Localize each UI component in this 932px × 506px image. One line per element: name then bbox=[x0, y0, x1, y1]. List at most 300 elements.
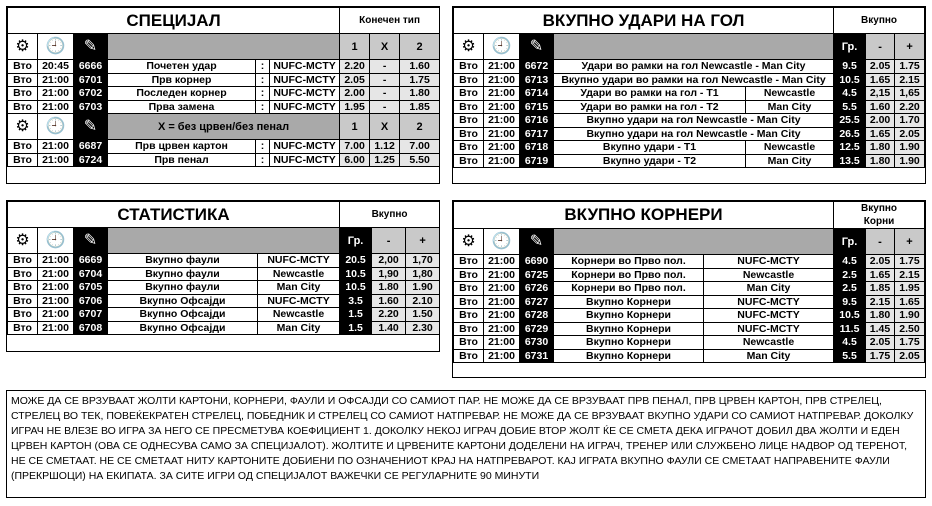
time-cell: 21:00 bbox=[38, 267, 74, 281]
line-cell: 2.5 bbox=[834, 268, 866, 282]
time-cell: 21:00 bbox=[484, 73, 520, 87]
time-cell: 21:00 bbox=[38, 73, 74, 87]
corners-table bbox=[453, 201, 925, 363]
separator-cell: : bbox=[256, 153, 270, 167]
line-cell: 4.5 bbox=[834, 336, 866, 350]
market-name-cell: Вкупно Офсајди bbox=[108, 294, 258, 308]
code-cell: 6727 bbox=[520, 295, 554, 309]
col-under: - bbox=[866, 229, 895, 255]
odd-under[interactable]: 2,15 bbox=[866, 87, 895, 101]
market-name-cell: Вкупно Корнери bbox=[554, 309, 704, 323]
time-cell: 21:00 bbox=[484, 268, 520, 282]
day-cell: Вто bbox=[8, 153, 38, 167]
odd-o2[interactable]: 5.50 bbox=[400, 153, 440, 167]
odd-o2[interactable]: 1.75 bbox=[400, 73, 440, 87]
code-cell: 6730 bbox=[520, 336, 554, 350]
odd-under[interactable]: 2,00 bbox=[372, 254, 406, 268]
odd-over[interactable]: 1.75 bbox=[895, 336, 925, 350]
odd-under[interactable]: 2.15 bbox=[866, 295, 895, 309]
code-cell: 6726 bbox=[520, 282, 554, 296]
col-over: + bbox=[895, 34, 925, 60]
table-row bbox=[8, 73, 440, 87]
market-name-cell: Вкупно удари во рамки на гол Newcastle - Man City bbox=[554, 73, 834, 87]
code-cell: 6666 bbox=[74, 60, 108, 74]
shots-header-bar bbox=[554, 34, 834, 60]
no-writing-icon: ✎ bbox=[520, 229, 554, 255]
odd-ox[interactable]: 1.12 bbox=[370, 140, 400, 154]
time-cell: 21:00 bbox=[38, 281, 74, 295]
special-sub-caption: X = без црвен/без пенал bbox=[108, 114, 340, 140]
day-cell: Вто bbox=[8, 321, 38, 335]
col-under: - bbox=[372, 228, 406, 254]
time-cell: 21:00 bbox=[484, 100, 520, 114]
odd-o1[interactable]: 6.00 bbox=[340, 153, 370, 167]
team-cell: Newcastle bbox=[746, 141, 834, 155]
time-cell: 21:00 bbox=[38, 294, 74, 308]
market-name-cell: Корнери во Прво пол. bbox=[554, 282, 704, 296]
day-cell: Вто bbox=[454, 60, 484, 74]
gear-icon: ⚙ bbox=[454, 229, 484, 255]
odd-under[interactable]: 1.65 bbox=[866, 73, 895, 87]
odd-under[interactable]: 1.40 bbox=[372, 321, 406, 335]
gear-icon: ⚙ bbox=[454, 34, 484, 60]
odd-o2[interactable]: 1.60 bbox=[400, 60, 440, 74]
team-cell: Newcastle bbox=[258, 267, 340, 281]
table-row bbox=[454, 60, 925, 74]
odd-over[interactable]: 2.05 bbox=[895, 349, 925, 363]
team-cell: NUFC-MCTY bbox=[704, 255, 834, 269]
time-cell: 21:00 bbox=[484, 295, 520, 309]
team-cell: Newcastle bbox=[704, 336, 834, 350]
code-cell: 6701 bbox=[74, 73, 108, 87]
time-cell: 21:00 bbox=[484, 309, 520, 323]
team-cell: Man City bbox=[704, 349, 834, 363]
team-cell: Man City bbox=[746, 100, 834, 114]
code-cell: 6725 bbox=[520, 268, 554, 282]
time-cell: 21:00 bbox=[484, 87, 520, 101]
odd-o1[interactable]: 7.00 bbox=[340, 140, 370, 154]
line-cell: 13.5 bbox=[834, 154, 866, 168]
clock-icon: 🕘 bbox=[484, 34, 520, 60]
odd-under[interactable]: 2.05 bbox=[866, 60, 895, 74]
market-name-cell: Вкупно фаули bbox=[108, 281, 258, 295]
market-name-cell: Вкупно Корнери bbox=[554, 336, 704, 350]
day-cell: Вто bbox=[454, 349, 484, 363]
market-name-cell: Вкупно Корнери bbox=[554, 349, 704, 363]
day-cell: Вто bbox=[8, 308, 38, 322]
odd-over[interactable]: 1.90 bbox=[895, 309, 925, 323]
line-cell: 9.5 bbox=[834, 60, 866, 74]
day-cell: Вто bbox=[454, 127, 484, 141]
code-cell: 6702 bbox=[74, 87, 108, 101]
team-cell: NUFC-MCTY bbox=[270, 73, 340, 87]
line-cell: 20.5 bbox=[340, 254, 372, 268]
day-cell: Вто bbox=[454, 73, 484, 87]
odd-under[interactable]: 1,90 bbox=[372, 267, 406, 281]
odd-under[interactable]: 2.05 bbox=[866, 336, 895, 350]
odd-under[interactable]: 1.80 bbox=[866, 154, 895, 168]
odd-under[interactable]: 1.80 bbox=[866, 141, 895, 155]
table-row bbox=[8, 140, 440, 154]
corners-header bbox=[834, 202, 925, 229]
col-1: 1 bbox=[340, 34, 370, 60]
table-row bbox=[8, 100, 440, 114]
time-cell: 21:00 bbox=[484, 154, 520, 168]
col-line: Гр. bbox=[834, 229, 866, 255]
table-row bbox=[8, 153, 440, 167]
code-cell: 6705 bbox=[74, 281, 108, 295]
table-row bbox=[454, 114, 925, 128]
time-cell: 21:00 bbox=[38, 308, 74, 322]
odd-over[interactable]: 1.75 bbox=[895, 255, 925, 269]
market-name-cell: Прв црвен картон bbox=[108, 140, 256, 154]
line-cell: 12.5 bbox=[834, 141, 866, 155]
team-cell: NUFC-MCTY bbox=[704, 309, 834, 323]
separator-cell: : bbox=[256, 60, 270, 74]
team-cell: NUFC-MCTY bbox=[258, 294, 340, 308]
odd-over[interactable]: 1.90 bbox=[895, 141, 925, 155]
code-cell: 6672 bbox=[520, 60, 554, 74]
odd-under[interactable]: 1.75 bbox=[866, 349, 895, 363]
code-cell: 6704 bbox=[74, 267, 108, 281]
gear-icon: ⚙ bbox=[8, 34, 38, 60]
market-name-cell: Удари во рамки на гол - Т1 bbox=[554, 87, 746, 101]
line-cell: 11.5 bbox=[834, 322, 866, 336]
table-row bbox=[454, 73, 925, 87]
table-row bbox=[454, 309, 925, 323]
team-cell: NUFC-MCTY bbox=[258, 254, 340, 268]
col-2: 2 bbox=[400, 34, 440, 60]
odd-under[interactable]: 1.85 bbox=[866, 282, 895, 296]
separator-cell: : bbox=[256, 100, 270, 114]
table-row bbox=[454, 141, 925, 155]
special-header-bar bbox=[108, 34, 340, 60]
team-cell: Newcastle bbox=[258, 308, 340, 322]
shots-panel bbox=[452, 6, 926, 184]
time-cell: 21:00 bbox=[484, 127, 520, 141]
day-cell: Вто bbox=[454, 268, 484, 282]
time-cell: 21:00 bbox=[38, 140, 74, 154]
odd-o2[interactable]: 7.00 bbox=[400, 140, 440, 154]
market-name-cell: Корнери во Прво пол. bbox=[554, 255, 704, 269]
code-cell: 6708 bbox=[74, 321, 108, 335]
time-cell: 21:00 bbox=[484, 255, 520, 269]
time-cell: 21:00 bbox=[484, 322, 520, 336]
line-cell: 3.5 bbox=[340, 294, 372, 308]
rules-notes: МОЖЕ ДА СЕ ВРЗУВААТ ЖОЛТИ КАРТОНИ, КОРНЕРИ, ФАУЛИ И ОФСАЈДИ СО САМИОТ ПАР. НЕ МОЖЕ ДА СЕ ВРЗУВААТ ПРВ ПЕНАЛ, ПРВ ЦРВЕН КАРТОН, ПРВ СТРЕЛЕЦ, СТРЕЛЕЦ ВО ТЕК, ПОВЕЌЕКРАТЕН СТРЕЛЕЦ, ПОБЕДНИК И СТРЕЛЕЦ СО САМИОТ НАТПРЕВАР. НЕ МОЖЕ ДА СЕ ВРЗУВААТ ВКУПНО УДАРИ СО САМИОТ НАТПРЕВАР. ДОКОЛКУ ИГРАЧ НЕ ВЛЕЗЕ ВО ИГРА ЗА НЕГО СЕ ПРЕСМЕТУВА КОЕФИЦИЕНТ 1. ДОКОЛКУ НЕКОЈ ИГРАЧ ДОБИЕ ВТОР ЖОЛТ ЌЕ СЕ СМЕТА ДЕКА ИГРАЧОТ ДОБИЛ ДВА ЖОЛТИ И ЕДЕН ЦРВЕН КАРТОН (ОВА СЕ ОДНЕСУВА САМО ЗА СПЕЦИЈАЛОТ). ЖОЛТИТЕ И ЦРВЕНИТЕ КАРТОНИ ДОДЕЛЕНИ НА ИГРАЧ, ТРЕНЕР ИЛИ СЛУЖБЕНО ЛИЦЕ НАДВОР ОД ТЕРЕНОТ, НЕ СЕ СМЕТААТ. НЕ СЕ СМЕТААТ НИТУ КАРТОНИТЕ ДОБИЕНИ ПО ОЗНАЧЕНИОТ КРАЈ НА НАТПРЕВАРОТ. КАЈ ИГРАТА ВКУПНО ФАУЛИ СЕ СМЕТААТ НАПРАВЕНИТЕ ФАУЛИ (ПРЕКРШОЦИ) НА ЕКИПАТА. ЗА СИТЕ ИГРИ ОД СПЕЦИЈАЛОТ ВАЖЕЧКИ СЕ РЕГУЛАРНИТЕ 90 МИНУТИ bbox=[6, 390, 926, 498]
odd-over[interactable]: 2.30 bbox=[406, 321, 440, 335]
col-line: Гр. bbox=[340, 228, 372, 254]
code-cell: 6728 bbox=[520, 309, 554, 323]
special-title: СПЕЦИЈАЛ bbox=[8, 8, 340, 34]
odd-ox[interactable]: - bbox=[370, 100, 400, 114]
stats-title: СТАТИСТИКА bbox=[8, 202, 340, 228]
day-cell: Вто bbox=[454, 141, 484, 155]
table-row bbox=[8, 281, 440, 295]
sub-col-x: X bbox=[370, 114, 400, 140]
odd-over[interactable]: 1,65 bbox=[895, 87, 925, 101]
special-header: Конечен тип bbox=[340, 8, 440, 34]
table-row bbox=[8, 254, 440, 268]
day-cell: Вто bbox=[454, 100, 484, 114]
odd-under[interactable]: 1.80 bbox=[372, 281, 406, 295]
clock-icon: 🕘 bbox=[484, 229, 520, 255]
separator-cell: : bbox=[256, 73, 270, 87]
odd-over[interactable]: 2.50 bbox=[895, 322, 925, 336]
day-cell: Вто bbox=[454, 309, 484, 323]
special-panel bbox=[6, 6, 440, 184]
odd-o1[interactable]: 2.05 bbox=[340, 73, 370, 87]
odd-over[interactable]: 1.65 bbox=[895, 295, 925, 309]
time-cell: 21:00 bbox=[484, 114, 520, 128]
odd-over[interactable]: 2.15 bbox=[895, 268, 925, 282]
day-cell: Вто bbox=[8, 294, 38, 308]
code-cell: 6707 bbox=[74, 308, 108, 322]
day-cell: Вто bbox=[8, 100, 38, 114]
separator-cell: : bbox=[256, 140, 270, 154]
clock-icon: 🕘 bbox=[38, 34, 74, 60]
day-cell: Вто bbox=[8, 254, 38, 268]
line-cell: 4.5 bbox=[834, 255, 866, 269]
corners-header-line1: Вкупно bbox=[861, 203, 898, 214]
odd-over[interactable]: 1,80 bbox=[406, 267, 440, 281]
code-cell: 6713 bbox=[520, 73, 554, 87]
line-cell: 25.5 bbox=[834, 114, 866, 128]
odd-o2[interactable]: 1.85 bbox=[400, 100, 440, 114]
code-cell: 6716 bbox=[520, 114, 554, 128]
market-name-cell: Последен корнер bbox=[108, 87, 256, 101]
day-cell: Вто bbox=[8, 60, 38, 74]
odd-o1[interactable]: 1.95 bbox=[340, 100, 370, 114]
odd-ox[interactable]: - bbox=[370, 87, 400, 101]
market-name-cell: Удари во рамки на гол Newcastle - Man City bbox=[554, 60, 834, 74]
market-name-cell: Вкупно фаули bbox=[108, 254, 258, 268]
market-name-cell: Прв пенал bbox=[108, 153, 256, 167]
code-cell: 6714 bbox=[520, 87, 554, 101]
table-row bbox=[454, 322, 925, 336]
odd-under[interactable]: 2.00 bbox=[866, 114, 895, 128]
odd-over[interactable]: 1.70 bbox=[895, 114, 925, 128]
stats-panel bbox=[6, 200, 440, 352]
odd-over[interactable]: 1.90 bbox=[406, 281, 440, 295]
market-name-cell: Вкупно удари на гол Newcastle - Man City bbox=[554, 127, 834, 141]
col-under: - bbox=[866, 34, 895, 60]
odd-over[interactable]: 2.20 bbox=[895, 100, 925, 114]
market-name-cell: Почетен удар bbox=[108, 60, 256, 74]
market-name-cell: Прв корнер bbox=[108, 73, 256, 87]
code-cell: 6715 bbox=[520, 100, 554, 114]
code-cell: 6724 bbox=[74, 153, 108, 167]
market-name-cell: Вкупно Корнери bbox=[554, 322, 704, 336]
code-cell: 6731 bbox=[520, 349, 554, 363]
code-cell: 6703 bbox=[74, 100, 108, 114]
time-cell: 21:00 bbox=[484, 349, 520, 363]
day-cell: Вто bbox=[8, 140, 38, 154]
time-cell: 21:00 bbox=[38, 100, 74, 114]
day-cell: Вто bbox=[454, 154, 484, 168]
table-row bbox=[8, 308, 440, 322]
code-cell: 6719 bbox=[520, 154, 554, 168]
code-cell: 6729 bbox=[520, 322, 554, 336]
day-cell: Вто bbox=[454, 114, 484, 128]
line-cell: 2.5 bbox=[834, 282, 866, 296]
line-cell: 10.5 bbox=[834, 73, 866, 87]
market-name-cell: Удари во рамки на гол - Т2 bbox=[554, 100, 746, 114]
line-cell: 10.5 bbox=[340, 267, 372, 281]
table-row bbox=[8, 60, 440, 74]
clock-icon: 🕘 bbox=[38, 228, 74, 254]
odd-over[interactable]: 1.75 bbox=[895, 60, 925, 74]
sub-col-2: 2 bbox=[400, 114, 440, 140]
corners-panel bbox=[452, 200, 926, 378]
line-cell: 5.5 bbox=[834, 349, 866, 363]
odd-over[interactable]: 1.90 bbox=[895, 154, 925, 168]
table-row bbox=[454, 268, 925, 282]
team-cell: Man City bbox=[258, 281, 340, 295]
code-cell: 6717 bbox=[520, 127, 554, 141]
gear-icon: ⚙ bbox=[8, 228, 38, 254]
odd-over[interactable]: 2.15 bbox=[895, 73, 925, 87]
day-cell: Вто bbox=[454, 282, 484, 296]
day-cell: Вто bbox=[454, 87, 484, 101]
odd-o1[interactable]: 2.00 bbox=[340, 87, 370, 101]
market-name-cell: Вкупно удари - Т2 bbox=[554, 154, 746, 168]
team-cell: Man City bbox=[258, 321, 340, 335]
code-cell: 6718 bbox=[520, 141, 554, 155]
odd-under[interactable]: 1.65 bbox=[866, 268, 895, 282]
market-name-cell: Корнери во Прво пол. bbox=[554, 268, 704, 282]
stats-header: Вкупно bbox=[340, 202, 440, 228]
line-cell: 4.5 bbox=[834, 87, 866, 101]
table-row bbox=[454, 349, 925, 363]
no-writing-icon: ✎ bbox=[74, 228, 108, 254]
gear-icon: ⚙ bbox=[8, 114, 38, 140]
table-row bbox=[454, 255, 925, 269]
code-cell: 6669 bbox=[74, 254, 108, 268]
line-cell: 9.5 bbox=[834, 295, 866, 309]
odd-ox[interactable]: - bbox=[370, 60, 400, 74]
market-name-cell: Вкупно удари на гол Newcastle - Man City bbox=[554, 114, 834, 128]
table-row bbox=[454, 295, 925, 309]
odd-over[interactable]: 1.50 bbox=[406, 308, 440, 322]
team-cell: Man City bbox=[746, 154, 834, 168]
odd-under[interactable]: 1.65 bbox=[866, 127, 895, 141]
day-cell: Вто bbox=[8, 267, 38, 281]
odd-under[interactable]: 1.45 bbox=[866, 322, 895, 336]
day-cell: Вто bbox=[454, 322, 484, 336]
day-cell: Вто bbox=[454, 295, 484, 309]
time-cell: 21:00 bbox=[484, 336, 520, 350]
team-cell: Newcastle bbox=[746, 87, 834, 101]
time-cell: 21:00 bbox=[484, 282, 520, 296]
col-over: + bbox=[895, 229, 925, 255]
table-row bbox=[454, 127, 925, 141]
clock-icon: 🕘 bbox=[38, 114, 74, 140]
market-name-cell: Прва замена bbox=[108, 100, 256, 114]
market-name-cell: Вкупно Офсајди bbox=[108, 321, 258, 335]
team-cell: Man City bbox=[704, 282, 834, 296]
separator-cell: : bbox=[256, 87, 270, 101]
odd-over[interactable]: 2.10 bbox=[406, 294, 440, 308]
odd-ox[interactable]: - bbox=[370, 73, 400, 87]
table-row bbox=[8, 87, 440, 101]
col-over: + bbox=[406, 228, 440, 254]
code-cell: 6687 bbox=[74, 140, 108, 154]
table-row bbox=[8, 267, 440, 281]
line-cell: 10.5 bbox=[834, 309, 866, 323]
day-cell: Вто bbox=[8, 87, 38, 101]
line-cell: 1.5 bbox=[340, 321, 372, 335]
col-line: Гр. bbox=[834, 34, 866, 60]
day-cell: Вто bbox=[454, 255, 484, 269]
code-cell: 6706 bbox=[74, 294, 108, 308]
time-cell: 21:00 bbox=[38, 321, 74, 335]
odd-under[interactable]: 1.60 bbox=[866, 100, 895, 114]
market-name-cell: Вкупно удари - Т1 bbox=[554, 141, 746, 155]
day-cell: Вто bbox=[8, 281, 38, 295]
line-cell: 1.5 bbox=[340, 308, 372, 322]
table-row bbox=[8, 294, 440, 308]
stats-header-bar bbox=[108, 228, 340, 254]
team-cell: NUFC-MCTY bbox=[270, 60, 340, 74]
line-cell: 26.5 bbox=[834, 127, 866, 141]
shots-header: Вкупно bbox=[834, 8, 925, 34]
team-cell: NUFC-MCTY bbox=[270, 100, 340, 114]
corners-header-bar bbox=[554, 229, 834, 255]
team-cell: Newcastle bbox=[704, 268, 834, 282]
special-table bbox=[7, 7, 440, 167]
stats-table bbox=[7, 201, 440, 335]
table-row bbox=[454, 100, 925, 114]
team-cell: NUFC-MCTY bbox=[270, 153, 340, 167]
market-name-cell: Вкупно Офсајди bbox=[108, 308, 258, 322]
odd-o1[interactable]: 2.20 bbox=[340, 60, 370, 74]
time-cell: 21:00 bbox=[38, 254, 74, 268]
no-writing-icon: ✎ bbox=[74, 34, 108, 60]
odd-over[interactable]: 1.95 bbox=[895, 282, 925, 296]
time-cell: 21:00 bbox=[484, 60, 520, 74]
shots-table bbox=[453, 7, 925, 168]
time-cell: 20:45 bbox=[38, 60, 74, 74]
team-cell: NUFC-MCTY bbox=[270, 140, 340, 154]
time-cell: 21:00 bbox=[38, 153, 74, 167]
team-cell: NUFC-MCTY bbox=[704, 295, 834, 309]
market-name-cell: Вкупно Корнери bbox=[554, 295, 704, 309]
odd-under[interactable]: 1.60 bbox=[372, 294, 406, 308]
table-row bbox=[454, 282, 925, 296]
time-cell: 21:00 bbox=[484, 141, 520, 155]
market-name-cell: Вкупно фаули bbox=[108, 267, 258, 281]
table-row bbox=[454, 87, 925, 101]
corners-title: ВКУПНО КОРНЕРИ bbox=[454, 202, 834, 229]
day-cell: Вто bbox=[454, 336, 484, 350]
odd-ox[interactable]: 1.25 bbox=[370, 153, 400, 167]
code-cell: 6690 bbox=[520, 255, 554, 269]
odd-under[interactable]: 1.80 bbox=[866, 309, 895, 323]
line-cell: 10.5 bbox=[340, 281, 372, 295]
odd-over[interactable]: 2.05 bbox=[895, 127, 925, 141]
odd-under[interactable]: 2.20 bbox=[372, 308, 406, 322]
table-row bbox=[454, 154, 925, 168]
odd-over[interactable]: 1,70 bbox=[406, 254, 440, 268]
table-row bbox=[8, 321, 440, 335]
odd-under[interactable]: 2.05 bbox=[866, 255, 895, 269]
shots-title: ВКУПНО УДАРИ НА ГОЛ bbox=[454, 8, 834, 34]
table-row bbox=[454, 336, 925, 350]
odd-o2[interactable]: 1.80 bbox=[400, 87, 440, 101]
no-writing-icon: ✎ bbox=[74, 114, 108, 140]
corners-header-line2: Корни bbox=[863, 216, 895, 227]
